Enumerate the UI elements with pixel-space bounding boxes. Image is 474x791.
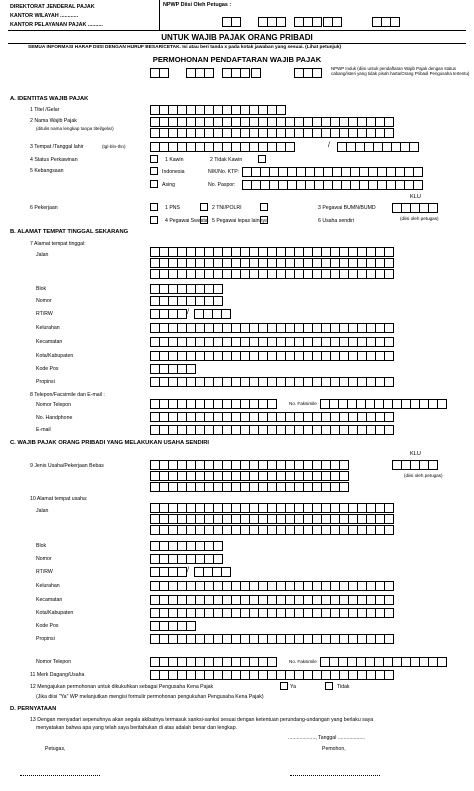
- rt-usaha-boxes[interactable]: [150, 567, 186, 577]
- input-cell[interactable]: [409, 142, 419, 152]
- jalan-usaha-boxes-3[interactable]: [150, 525, 393, 535]
- kelurahan-boxes[interactable]: [150, 323, 393, 333]
- propinsi-label: Propinsi: [36, 379, 55, 385]
- form-subtitle: PERMOHONAN PENDAFTARAN WAJIB PAJAK: [152, 55, 322, 64]
- lepas-label: 5 Pegawai lepas lainnya: [212, 218, 268, 224]
- tni-label: 2 TNI/POLRI: [212, 205, 242, 211]
- blok-usaha-boxes[interactable]: [150, 541, 222, 551]
- tempat-lahir-label: 3 Tempat /Tanggal lahir: [30, 144, 84, 150]
- nomor-boxes[interactable]: [150, 296, 222, 306]
- input-cell[interactable]: [384, 247, 394, 257]
- klu-label-c: KLU: [410, 451, 421, 457]
- input-cell[interactable]: [428, 460, 438, 470]
- klu-boxes-c[interactable]: [392, 460, 437, 470]
- kpp-label: KANTOR PELAYANAN PAJAK ..........: [10, 22, 103, 28]
- propinsi-usaha-boxes[interactable]: [150, 634, 393, 644]
- section-d-title: D. PERNYATAAN: [10, 706, 57, 712]
- nama-label: 2 Nama Wajib Pajak: [30, 118, 77, 124]
- telepon-boxes[interactable]: [150, 399, 276, 409]
- alamat-tinggal-label: 7 Alamat tempat tinggal:: [30, 241, 86, 247]
- nama-boxes[interactable]: [150, 117, 393, 127]
- pkp-ya-label: Ya: [290, 684, 296, 690]
- jalan-usaha-boxes-2[interactable]: [150, 514, 393, 524]
- input-cell[interactable]: [276, 17, 286, 27]
- input-cell[interactable]: [221, 309, 231, 319]
- input-cell[interactable]: [384, 337, 394, 347]
- input-cell[interactable]: [384, 258, 394, 268]
- email-boxes[interactable]: [150, 425, 393, 435]
- handphone-label: No. Handphone: [36, 415, 73, 421]
- nomor-usaha-boxes[interactable]: [150, 554, 222, 564]
- merk-label: 11 Merk Dagang/Usaha: [30, 672, 85, 678]
- nik-boxes[interactable]: [242, 167, 422, 177]
- kecamatan-label-c: Kecamatan: [36, 597, 63, 603]
- input-cell[interactable]: [384, 351, 394, 361]
- input-cell[interactable]: [384, 634, 394, 644]
- alamat-usaha-label: 10 Alamat tempat usaha:: [30, 496, 88, 502]
- jenis-usaha-boxes-3[interactable]: [150, 482, 348, 492]
- kecamatan-label: Kecamatan: [36, 339, 63, 345]
- input-cell[interactable]: [213, 296, 223, 306]
- swasta-checkbox[interactable]: [150, 216, 158, 224]
- tempat-lahir-boxes[interactable]: [150, 142, 294, 152]
- pemohon-signature-line[interactable]: [290, 775, 380, 776]
- rtrw-slash-c: /: [187, 567, 189, 574]
- nomor-label-c: Nomor: [36, 556, 52, 562]
- input-cell[interactable]: [213, 554, 223, 564]
- input-cell[interactable]: [384, 128, 394, 138]
- kelurahan-label: Kelurahan: [36, 325, 60, 331]
- input-cell[interactable]: [339, 482, 349, 492]
- asing-checkbox[interactable]: [150, 180, 158, 188]
- input-cell[interactable]: [384, 595, 394, 605]
- npwp-induk-boxes-5[interactable]: [294, 68, 321, 78]
- input-cell[interactable]: [413, 180, 423, 190]
- jenis-usaha-boxes-2[interactable]: [150, 471, 348, 481]
- input-cell[interactable]: [384, 269, 394, 279]
- kodepos-usaha-boxes[interactable]: [150, 621, 195, 631]
- kodepos-label: Kode Pos: [36, 366, 59, 372]
- rtrw-label: RT/RW: [36, 311, 53, 317]
- jalan-label: Jalan: [36, 252, 49, 258]
- input-cell[interactable]: [177, 567, 187, 577]
- telepon-label-c: Nomor Telepon: [36, 659, 72, 665]
- tanggal-lahir-boxes[interactable]: [337, 142, 418, 152]
- pkp-tidak-label: Tidak: [337, 684, 350, 690]
- jalan-boxes-3[interactable]: [150, 269, 393, 279]
- jalan-usaha-boxes[interactable]: [150, 503, 393, 513]
- kawin-label: 1 Kawin: [165, 157, 184, 163]
- input-cell[interactable]: [213, 541, 223, 551]
- input-cell[interactable]: [384, 608, 394, 618]
- nik-label: NIK/No. KTP:: [208, 169, 240, 175]
- input-cell[interactable]: [267, 657, 277, 667]
- jalan-boxes[interactable]: [150, 247, 393, 257]
- rtrw-slash: /: [187, 309, 189, 316]
- input-cell[interactable]: [213, 284, 223, 294]
- npwp-induk-boxes[interactable]: [150, 68, 168, 78]
- input-cell[interactable]: [384, 514, 394, 524]
- klu-boxes-a[interactable]: [392, 203, 437, 213]
- rw-boxes[interactable]: [194, 309, 230, 319]
- input-cell[interactable]: [186, 621, 196, 631]
- kelurahan-usaha-boxes[interactable]: [150, 581, 393, 591]
- npwp-petugas-boxes-5[interactable]: [372, 17, 399, 27]
- tni-checkbox[interactable]: [200, 203, 208, 211]
- indonesia-label: Indonesia: [162, 169, 185, 175]
- pekerjaan-label: 6 Pekerjaan: [30, 205, 58, 211]
- handphone-boxes[interactable]: [150, 412, 393, 422]
- tanggal-line: ..................., Tanggal ...................: [288, 735, 366, 741]
- swasta-label: 4 Pegawai Swasta: [165, 218, 208, 224]
- input-cell[interactable]: [384, 117, 394, 127]
- input-cell[interactable]: [339, 471, 349, 481]
- slash: /: [328, 142, 330, 149]
- faksimile-boxes[interactable]: [320, 399, 446, 409]
- input-cell[interactable]: [186, 364, 196, 374]
- telepon-usaha-boxes[interactable]: [150, 657, 276, 667]
- tgl-note: (tgl-bln-thn): [102, 144, 126, 149]
- kota-label: Kota/Kabupaten: [36, 353, 74, 359]
- pernyataan-line-2: menyatakan bahwa apa yang telah saya beritahukan di atas adalah benar dan lengkap.: [36, 725, 238, 731]
- telepon-email-label: 8 Telepon/Facsimile dan E-mail :: [30, 392, 105, 398]
- faksimile-label: No. Faksimile: [289, 401, 317, 406]
- input-cell[interactable]: [384, 581, 394, 591]
- input-cell[interactable]: [339, 460, 349, 470]
- input-cell[interactable]: [177, 309, 187, 319]
- blok-boxes[interactable]: [150, 284, 222, 294]
- section-a-title: A. IDENTITAS WAJIB PAJAK: [10, 96, 89, 102]
- input-cell[interactable]: [413, 167, 423, 177]
- rt-boxes[interactable]: [150, 309, 186, 319]
- telepon-label: Nomor Telepon: [36, 402, 72, 408]
- jenis-usaha-label: 9 Jenis Usaha/Pekerjaan Bebas: [30, 463, 104, 469]
- input-cell[interactable]: [267, 399, 277, 409]
- input-cell[interactable]: [437, 657, 447, 667]
- kota-label-c: Kota/Kabupaten: [36, 610, 74, 616]
- blok-label: Blok: [36, 286, 47, 292]
- bumn-checkbox[interactable]: [260, 203, 268, 211]
- input-cell[interactable]: [384, 525, 394, 535]
- input-cell[interactable]: [221, 567, 231, 577]
- usaha-sendiri-checkbox[interactable]: [260, 216, 268, 224]
- input-cell[interactable]: [251, 68, 261, 78]
- input-cell[interactable]: [437, 399, 447, 409]
- pkp-label: 12 Mengajukan permohonan untuk dikukuhkan sebagai Pengusaha Kena Pajak: [30, 684, 214, 690]
- npwp-petugas-boxes-3[interactable]: [294, 17, 321, 27]
- input-cell[interactable]: [384, 670, 394, 680]
- npwp-petugas-boxes-2[interactable]: [258, 17, 285, 27]
- propinsi-boxes[interactable]: [150, 377, 393, 387]
- kota-usaha-boxes[interactable]: [150, 608, 393, 618]
- petugas-signature-line[interactable]: [20, 775, 100, 776]
- npwp-induk-note: NPWP Induk (diisi untuk pendaftaran Wajib Pajak dengan status cabang/isteri yang tidak pisah harta/Orang Pribadi Pengusaha tertentu): [331, 66, 470, 77]
- jalan-label-c: Jalan: [36, 508, 49, 514]
- input-cell[interactable]: [312, 68, 322, 78]
- npwp-induk-boxes-3[interactable]: [222, 68, 249, 78]
- petugas-sign-label: Petugas,: [45, 746, 66, 752]
- pernyataan-line-1: 13 Dengan menyadari sepenuhnya akan segala akibatnya termasuk sanksi-sanksi sesuai dengan ketentuan perundang-undangan yang berlaku saya: [30, 717, 374, 723]
- header-divider: [159, 0, 160, 30]
- jenis-usaha-boxes[interactable]: [150, 460, 348, 470]
- input-cell[interactable]: [276, 105, 286, 115]
- pns-checkbox[interactable]: [150, 203, 158, 211]
- kanwil-label: KANTOR WILAYAH ............: [10, 13, 79, 19]
- paspor-label: No. Paspor:: [208, 182, 236, 188]
- npwp-petugas-boxes-4[interactable]: [323, 17, 341, 27]
- faksimile-label-c: No. Faksimile: [289, 659, 317, 664]
- npwp-petugas-label: NPWP Diisi Oleh Petugas :: [163, 2, 232, 8]
- titel-boxes[interactable]: [150, 105, 285, 115]
- propinsi-label-c: Propinsi: [36, 636, 55, 642]
- kawin-checkbox[interactable]: [150, 155, 158, 163]
- rtrw-label-c: RT/RW: [36, 569, 53, 575]
- pkp-tidak-checkbox[interactable]: [325, 682, 333, 690]
- input-cell[interactable]: [159, 68, 169, 78]
- input-cell[interactable]: [231, 17, 241, 27]
- paspor-boxes[interactable]: [242, 180, 422, 190]
- asing-label: Asing: [162, 182, 175, 188]
- kebangsaan-label: 5 Kebangsaan: [30, 168, 64, 174]
- lepas-checkbox[interactable]: [200, 216, 208, 224]
- titel-label: 1 Titel /Gelar: [30, 107, 60, 113]
- input-cell[interactable]: [384, 425, 394, 435]
- petugas-note-c: (diisi oleh petugas): [404, 473, 443, 478]
- pkp-note: (Jika diisi "Ya" WP melanjutkan mengisi formulir permohonan pengukuhan Pengusaha Kena Pajak): [36, 694, 264, 700]
- input-cell[interactable]: [204, 68, 214, 78]
- pns-label: 1 PNS: [165, 205, 180, 211]
- nomor-label: Nomor: [36, 298, 52, 304]
- input-cell[interactable]: [384, 377, 394, 387]
- email-label: E-mail: [36, 427, 51, 433]
- input-cell[interactable]: [384, 412, 394, 422]
- tidak-kawin-checkbox[interactable]: [258, 155, 266, 163]
- input-cell[interactable]: [285, 142, 295, 152]
- title-rule: [8, 43, 466, 44]
- input-cell[interactable]: [384, 503, 394, 513]
- npwp-induk-boxes-4[interactable]: [251, 68, 260, 78]
- bumn-label: 3 Pegawai BUMN/BUMD: [318, 205, 376, 211]
- input-cell[interactable]: [332, 17, 342, 27]
- input-cell[interactable]: [384, 323, 394, 333]
- institution-name: DIREKTORAT JENDERAL PAJAK: [10, 4, 95, 10]
- tidak-kawin-label: 2 Tidak Kawin: [210, 157, 243, 163]
- kecamatan-boxes[interactable]: [150, 337, 393, 347]
- nama-boxes-2[interactable]: [150, 128, 393, 138]
- jalan-boxes-2[interactable]: [150, 258, 393, 268]
- input-cell[interactable]: [240, 68, 250, 78]
- section-c-title: C. WAJIB PAJAK ORANG PRIBADI YANG MELAKUKAN USAHA SENDIRI: [10, 440, 210, 446]
- rw-usaha-boxes[interactable]: [194, 567, 230, 577]
- usaha-sendiri-label: 6 Usaha sendiri: [318, 218, 355, 224]
- indonesia-checkbox[interactable]: [150, 167, 158, 175]
- pemohon-sign-label: Pemohon,: [322, 746, 346, 752]
- instruction-text: SEMUA INFORMASI HARAP DIISI DENGAN HURUF BESAR/CETAK. Isi atau beri tanda x pada kotak jawaban yang sesuai. (Lihat petunjuk): [28, 45, 342, 50]
- kelurahan-label-c: Kelurahan: [36, 583, 60, 589]
- klu-label-a: KLU: [410, 194, 421, 200]
- header-bottom-rule: [8, 30, 466, 31]
- section-b-title: B. ALAMAT TEMPAT TINGGAL SEKARANG: [10, 229, 129, 235]
- pkp-ya-checkbox[interactable]: [280, 682, 288, 690]
- kota-boxes[interactable]: [150, 351, 393, 361]
- input-cell[interactable]: [428, 203, 438, 213]
- input-cell[interactable]: [390, 17, 400, 27]
- kodepos-label-c: Kode Pos: [36, 623, 59, 629]
- kecamatan-usaha-boxes[interactable]: [150, 595, 393, 605]
- input-cell[interactable]: [312, 17, 322, 27]
- petugas-note-a: (diisi oleh petugas): [400, 216, 439, 221]
- npwp-petugas-boxes[interactable]: [222, 17, 240, 27]
- blok-label-c: Blok: [36, 543, 47, 549]
- form-title: UNTUK WAJIB PAJAK ORANG PRIBADI: [161, 33, 313, 42]
- kodepos-boxes[interactable]: [150, 364, 195, 374]
- faksimile-usaha-boxes[interactable]: [320, 657, 446, 667]
- nama-note: (ditulis nama lengkap tanpa titel/gelar): [36, 126, 114, 131]
- npwp-induk-boxes-2[interactable]: [186, 68, 213, 78]
- status-label: 4 Status Perkawinan: [30, 157, 78, 163]
- merk-boxes[interactable]: [150, 670, 393, 680]
